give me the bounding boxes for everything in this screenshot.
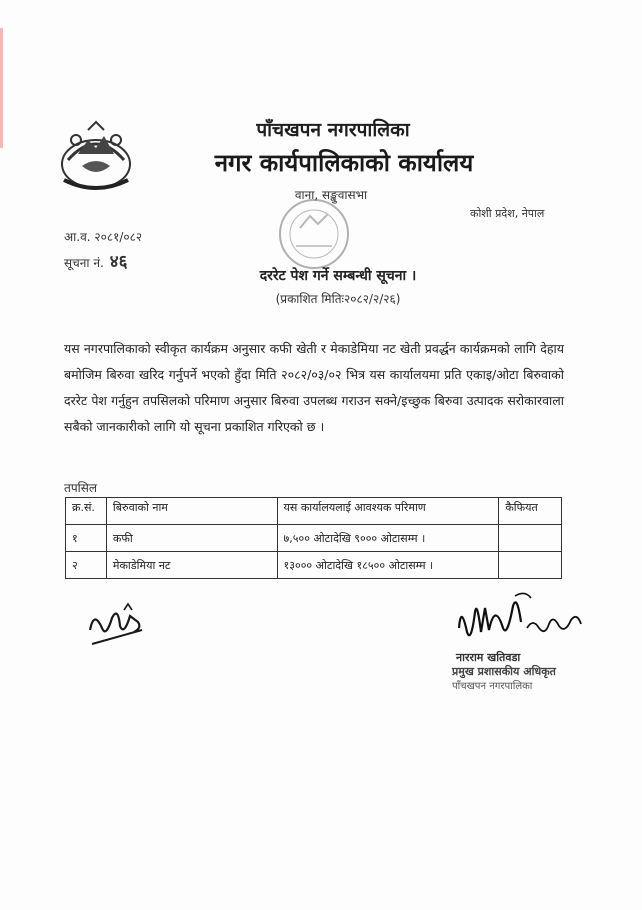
cell-plant-name: कफी (106, 525, 277, 552)
office-name: नगर कार्यपालिकाको कार्यालय (214, 149, 474, 177)
cell-serial: २ (66, 552, 107, 579)
cell-remarks (499, 552, 562, 579)
initials-signature (84, 600, 148, 650)
province-label: कोशी प्रदेश, नेपाल (470, 207, 545, 220)
notice-number-label: सूचना नं. (64, 256, 104, 270)
notice-subject: दररेट पेश गर्ने सम्बन्धी सूचना । (259, 268, 417, 284)
cell-remarks (499, 525, 562, 552)
office-address: वाना, सङ्खुवासभा (294, 188, 368, 202)
signatory-office: पाँचखपन नगरपालिका (452, 681, 533, 692)
table-row (66, 552, 562, 579)
header-quantity: यस कार्यालयलाई आवश्यक परिमाण (277, 498, 499, 525)
signatory-title: प्रमुख प्रशासकीय अधिकृत (452, 665, 556, 678)
notice-number-value: ४६ (109, 252, 128, 272)
table-caption: तपसिल (64, 481, 98, 495)
fiscal-year: आ.व. २०८१/०८२ (64, 230, 143, 244)
header-plant-name: बिरुवाको नाम (106, 498, 277, 525)
signatory-name: नारराम खतिवडा (456, 651, 521, 664)
table-row (66, 525, 562, 552)
table-header-row (66, 498, 562, 525)
cell-quantity: १३००० ओटादेखि १८५०० ओटासम्म । (277, 552, 499, 579)
officer-signature (455, 588, 585, 652)
header-serial: क्र.सं. (66, 498, 107, 525)
publication-date: (प्रकाशित मितिः२०८२/२/२६) (275, 292, 401, 306)
office-stamp (270, 196, 358, 272)
municipality-name: पाँचखपन नगरपालिका (256, 119, 410, 141)
cell-quantity: ७,५०० ओटादेखि ९००० ओटासम्म । (277, 525, 499, 552)
header-remarks: कैफियत (499, 498, 562, 525)
cell-serial: १ (66, 525, 107, 552)
notice-body: यस नगरपालिकाको स्वीकृत कार्यक्रम अनुसार कफी खेती र मेकाडेमिया नट खेती प्रवर्द्धन कार्यक्रमको लागि देहाय बमोजिम बिरुवा खरिद गर्नुपर्ने भएको हुँदा मिति २०८२/०३/०२ भित्र यस कार्यालयमा प्रति एकाइ/ओटा बिरुवाको दररेट पेश गर्नुहुन तपसिलको परिमाण अनुसार बिरुवा उपलब्ध गराउन सक्ने/इच्छुक बिरुवा उत्पादक सरोकारवाला सबैको जानकारीको लागि यो सूचना प्रकाशित गरिएको छ । (64, 341, 564, 434)
plant-quantity-table (65, 497, 562, 579)
cell-plant-name: मेकाडेमिया नट (106, 552, 277, 579)
